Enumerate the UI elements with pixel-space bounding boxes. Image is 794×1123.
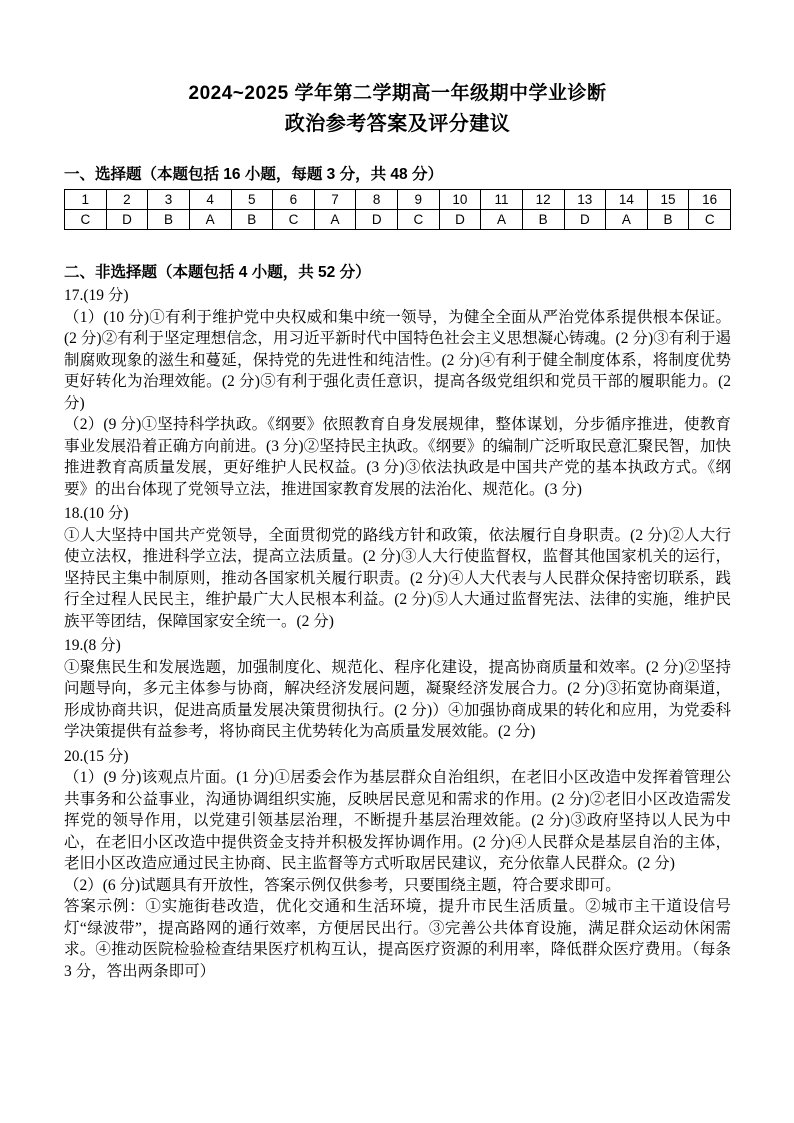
answer-cell: B (231, 210, 273, 230)
question20-part1-answer: （1）(9 分)该观点片面。(1 分)①居委会作为基层群众自治组织，在老旧小区改造中发挥着管理公共事务和公益事业，沟通协调组织实施，反映居民意见和需求的作用。(2 分)②老旧小区改造需发挥党的领导作用，以党建引领基层治理，不断提升基层治理效能。(2 分)③政府坚持以人民为中心，在老旧小区改造中提供资金支持并积极发挥协调作用。(2 分)④人民群众是基层自治的主体，老旧小区改造应通过民主协商、民主监督等方式听取居民建议，充分依靠人民群众。(2 分) (64, 769, 731, 872)
question18-number: 18.(10 分) (64, 505, 129, 522)
question20-part2-answer: （2）(6 分)试题具有开放性，答案示例仅供参考，只要围绕主题，符合要求即可。 (64, 876, 621, 894)
question-number-cell: 3 (148, 190, 190, 210)
answer-cell: C (273, 210, 315, 230)
question19-number: 19.(8 分) (64, 637, 121, 654)
question-number-cell: 7 (314, 190, 356, 210)
answer-cell: B (148, 210, 190, 230)
question-number-cell: 1 (65, 190, 107, 210)
question17-part2-answer: （2）(9 分)①坚持科学执政。《纲要》依照教育自身发展规律，整体谋划，分步循序推进，使教育事业发展沿着正确方向前进。(3 分)②坚持民主执政。《纲要》的编制广泛听取民意汇聚民智，加快推进教育高质量发展，更好维护人民权益。(3 分)③依法执政是中国共产党的基本执政方式。《纲要》的出台体现了党领导立法，推进国家教育发展的法治化、规范化。(3 分) (64, 416, 731, 498)
section2-heading: 二、非选择题（本题包括 4 小题，共 52 分） (64, 264, 371, 281)
question-number-row (65, 190, 731, 210)
document-content (64, 0, 731, 982)
question17-number: 17.(19 分) (64, 287, 129, 304)
question17-part1-answer: （1）(10 分)①有利于维护党中央权威和集中统一领导，为健全全面从严治党体系提供根本保证。(2 分)②有利于坚定理想信念，用习近平新时代中国特色社会主义思想凝心铸魂。(2 分)③有利于遏制腐败现象的滋生和蔓延，保持党的先进性和纯洁性。(2 分)④有利于健全制度体系，将制度优势更好转化为治理效能。(2 分)⑤有利于强化责任意识，提高各级党组织和党员干部的履职能力。(2 分) (64, 308, 731, 412)
question-number-cell: 11 (481, 190, 523, 210)
answer-cell: D (106, 210, 148, 230)
question18-answer: ①人大坚持中国共产党领导，全面贯彻党的路线方针和政策，依法履行自身职责。(2 分)②人大行使立法权，推进科学立法，提高立法质量。(2 分)③人大行使监督权，监督其他国家机关的运行，坚持民主集中制原则，推动各国家机关履行职责。(2 分)④人大代表与人民群众保持密切联系，践行全过程人民民主，维护最广大人民根本利益。(2 分)⑤人大通过监督宪法、法律的实施，维护民族平等团结，保障国家安全统一。(2 分) (64, 526, 731, 630)
answer-cell: D (356, 210, 398, 230)
question-number-cell: 14 (606, 190, 648, 210)
question-number-cell: 8 (356, 190, 398, 210)
question-number-cell: 5 (231, 190, 273, 210)
answer-cell: B (522, 210, 564, 230)
answer-cell: C (689, 210, 731, 230)
answer-row (65, 210, 731, 230)
question-number-cell: 2 (106, 190, 148, 210)
answer-cell: A (189, 210, 231, 230)
question-number-cell: 16 (689, 190, 731, 210)
question-number-cell: 9 (398, 190, 440, 210)
question-number-cell: 6 (273, 190, 315, 210)
question-number-cell: 13 (564, 190, 606, 210)
question20-number: 20.(15 分) (64, 747, 129, 765)
question-number-cell: 15 (647, 190, 689, 210)
answer-cell: A (314, 210, 356, 230)
answer-cell: D (564, 210, 606, 230)
answer-cell: C (65, 210, 107, 230)
answer-table (64, 189, 731, 230)
answer-cell: B (647, 210, 689, 230)
answer-cell: C (398, 210, 440, 230)
question-number-cell: 12 (522, 190, 564, 210)
answer-cell: A (481, 210, 523, 230)
answer-cell: A (606, 210, 648, 230)
answer-cell: D (439, 210, 481, 230)
question20-sample-answer: 答案示例：①实施街巷改造，优化交通和生活环境，提升市民生活质量。②城市主干道设信号灯“绿波带”，提高路网的通行效率，方便居民出行。③完善公共体育设施，满足群众运动休闲需求。④推动医院检验检查结果医疗机构互认，提高医疗资源的利用率，降低群众医疗费用。（每条 3 分，答出两条即可） (64, 898, 731, 980)
section1-heading: 一、选择题（本题包括 16 小题，每题 3 分，共 48 分） (64, 166, 443, 183)
question-number-cell: 4 (189, 190, 231, 210)
document-title-line1: 2024~2025 学年第二学期高一年级期中学业诊断 (188, 83, 607, 104)
question19-answer: ①聚焦民生和发展选题，加强制度化、规范化、程序化建设，提高协商质量和效率。(2 分)②坚持问题导向，多元主体参与协商，解决经济发展问题，凝聚经济发展合力。(2 分)③拓宽协商渠道，形成协商共识，促进高质量发展决策贯彻执行。(2 分)）④加强协商成果的转化和应用，为党委科学决策提供有益参考，将协商民主优势转化为高质量发展效能。(2 分) (64, 658, 731, 740)
document-title-line2: 政治参考答案及评分建议 (284, 113, 511, 135)
question-number-cell: 10 (439, 190, 481, 210)
